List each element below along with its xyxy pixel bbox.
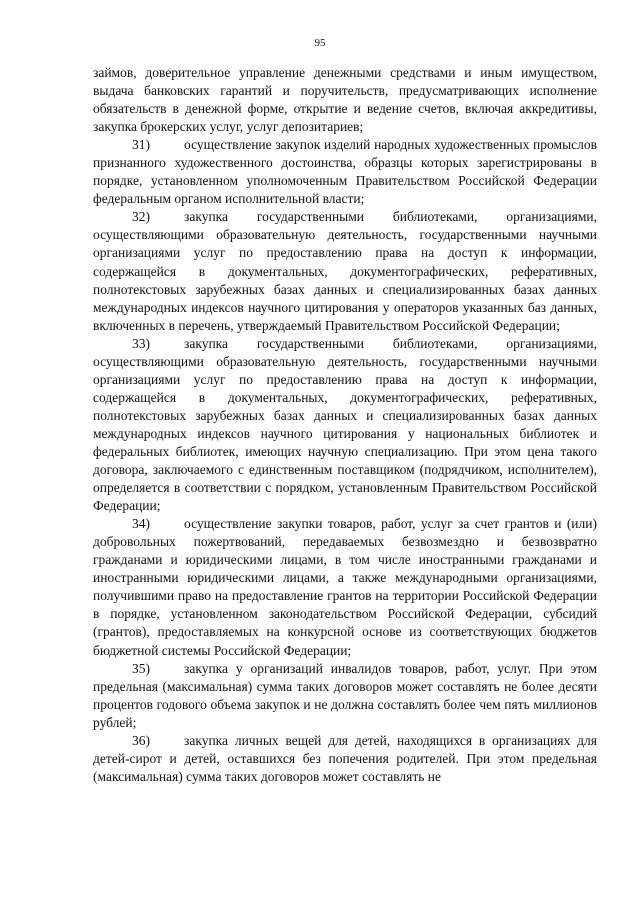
paragraph-text: закупка государственными библиотеками, организациями, осуществляющими образовательную деятельность, государственными научными организациями услуг по предоставлению права на доступ к информации, содержащейся в документальных, документографических, реферативных, полнотекстовых зарубежных базах данных и специализированных базах данных международных индексов научного цитирования у национальных библиотек и федеральных библиотек, имеющих научную специализацию. При этом цена такого договора, заключаемого с единственным поставщиком (подрядчиком, исполнителем), определяется в соответствии с порядком, установленным Правительством Российской Федерации; [93,335,597,514]
list-item-34 [93,515,597,659]
item-number: 35) [132,660,150,676]
list-item-36 [93,732,597,786]
paragraph-text: осуществление закупки товаров, работ, услуг за счет грантов и (или) добровольных пожертвований, передаваемых безвозмездно и безвозвратно гражданами и юридическими лицами, в том числе иностранными гражданами и иностранными юридическими лицами, а также международными организациями, получившими право на предоставление грантов на территории Российской Федерации в порядке, установленном законодательством Российской Федерации, субсидий (грантов), предоставляемых на конкурсной основе из соответствующих бюджетов бюджетной системы Российской Федерации; [93,516,597,658]
item-number: 33) [132,335,150,351]
paragraph-continuation [93,64,597,136]
document-body [93,64,597,786]
list-item-31 [93,136,597,208]
item-number: 32) [132,209,150,225]
paragraph-text: закупка у организаций инвалидов товаров, работ, услуг. При этом предельная (максимальная) сумма таких договоров может составлять не более десяти процентов годового объема закупок и не должна составлять более чем пять миллионов рублей; [93,660,597,730]
list-item-32 [93,208,597,334]
paragraph-text: осуществление закупок изделий народных художественных промыслов признанного художественного достоинства, образцы которых зарегистрированы в порядке, установленном уполномоченным Правительством Российской Федерации федеральным органом исполнительной власти; [93,137,597,207]
list-item-35 [93,660,597,732]
item-number: 36) [132,732,150,748]
paragraph-text: закупка государственными библиотеками, организациями, осуществляющими образовательную деятельность, государственными научными организациями услуг по предоставлению права на доступ к информации, содержащейся в документальных, документографических, реферативных, полнотекстовых зарубежных базах данных и специализированных базах данных международных индексов научного цитирования у операторов указанных баз данных, включенных в перечень, утверждаемый Правительством Российской Федерации; [93,209,597,333]
paragraph-text: займов, доверительное управление денежными средствами и иным имуществом, выдача банковских гарантий и поручительств, предусматривающих исполнение обязательств в денежной форме, открытие и ведение счетов, включая аккредитивы, закупка брокерских услуг, услуг депозитариев; [93,65,597,135]
paragraph-text: закупка личных вещей для детей, находящихся в организациях для детей-сирот и детей, оставшихся без попечения родителей. При этом предельная (максимальная) сумма таких договоров может составлять не [93,732,597,784]
list-item-33 [93,335,597,515]
page-number: 95 [314,37,326,49]
item-number: 34) [132,516,150,532]
item-number: 31) [132,137,150,153]
